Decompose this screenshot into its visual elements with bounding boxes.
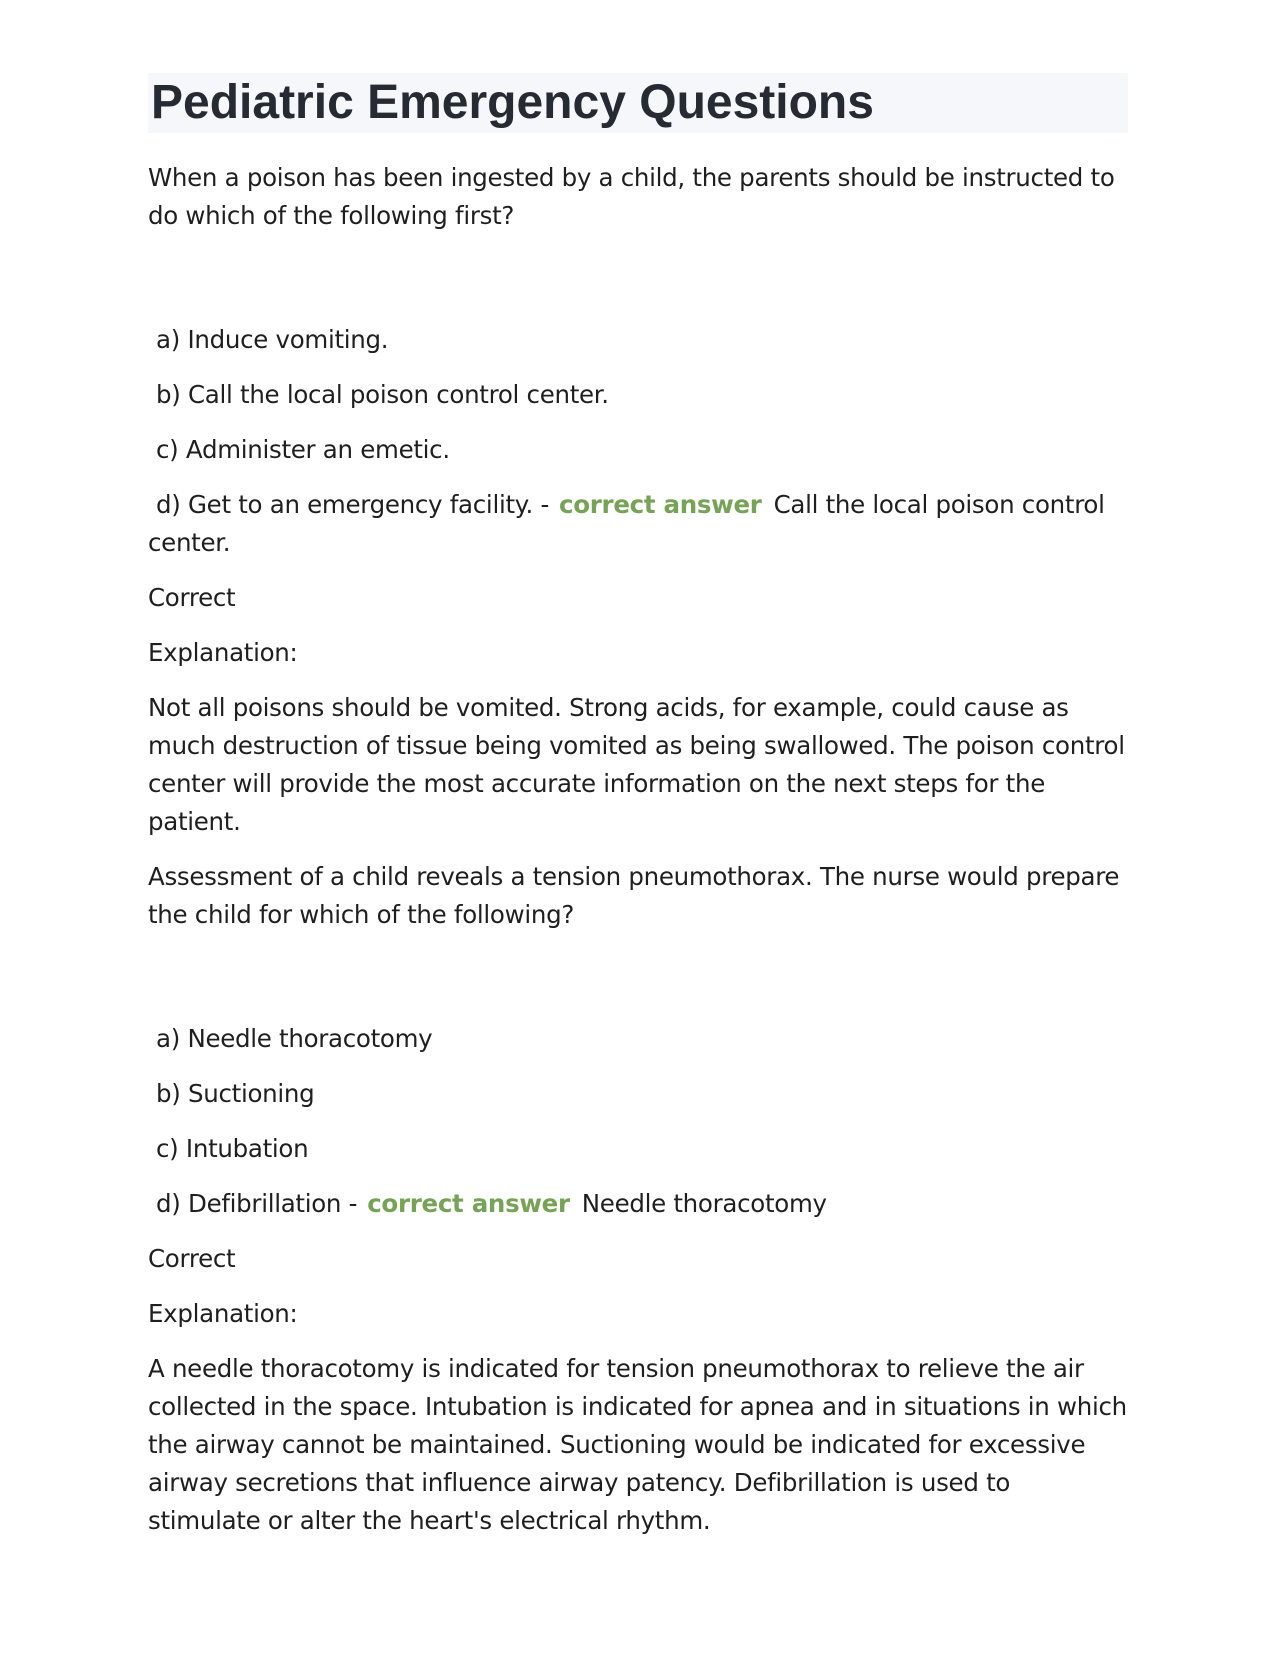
explanation-text: A needle thoracotomy is indicated for tension pneumothorax to relieve the air collected in the space. Intubation is indicated for apnea and in situations in which the airway cannot be maintained. Suctioning would be indicated for excessive airway secretions that influence airway patency. Defibrillation is used to stimulate or alter the heart's electrical rhythm. bbox=[148, 1354, 1127, 1535]
question-block-1 bbox=[148, 159, 1128, 841]
question-prompt: When a poison has been ingested by a child, the parents should be instructed to do which of the following first? bbox=[148, 163, 1115, 230]
correct-answer-label: correct answer bbox=[559, 490, 762, 519]
answer-option-a: a) Needle thoracotomy bbox=[156, 1024, 433, 1053]
answer-option-d-text: d) Defibrillation - bbox=[156, 1189, 358, 1218]
page-title: Pediatric Emergency Questions bbox=[151, 76, 874, 129]
question-prompt: Assessment of a child reveals a tension pneumothorax. The nurse would prepare the child for which of the following? bbox=[148, 862, 1120, 929]
answer-option-b: b) Call the local poison control center. bbox=[156, 380, 609, 409]
correct-answer-text: Needle thoracotomy bbox=[581, 1189, 827, 1218]
explanation-label: Explanation: bbox=[148, 1299, 298, 1328]
correct-answer-label: correct answer bbox=[367, 1189, 570, 1218]
question-block-2 bbox=[148, 858, 1128, 1540]
answer-option-d-text: d) Get to an emergency facility. - bbox=[156, 490, 549, 519]
answer-option-c: c) Intubation bbox=[156, 1134, 309, 1163]
title-bar bbox=[148, 73, 1128, 133]
answer-option-d bbox=[148, 1185, 1128, 1223]
answer-option-b: b) Suctioning bbox=[156, 1079, 315, 1108]
explanation-label: Explanation: bbox=[148, 638, 298, 667]
answer-option-c: c) Administer an emetic. bbox=[156, 435, 450, 464]
explanation-text: Not all poisons should be vomited. Strong acids, for example, could cause as much destruction of tissue being vomited as being swallowed. The poison control center will provide the most accurate information on the next steps for the patient. bbox=[148, 693, 1125, 836]
answer-option-a: a) Induce vomiting. bbox=[156, 325, 389, 354]
answer-status: Correct bbox=[148, 1244, 236, 1273]
document-page bbox=[148, 73, 1128, 1557]
answer-status: Correct bbox=[148, 583, 236, 612]
correct-answer-text: Call the local poison control center. bbox=[148, 490, 1105, 557]
answer-option-d bbox=[148, 486, 1128, 562]
